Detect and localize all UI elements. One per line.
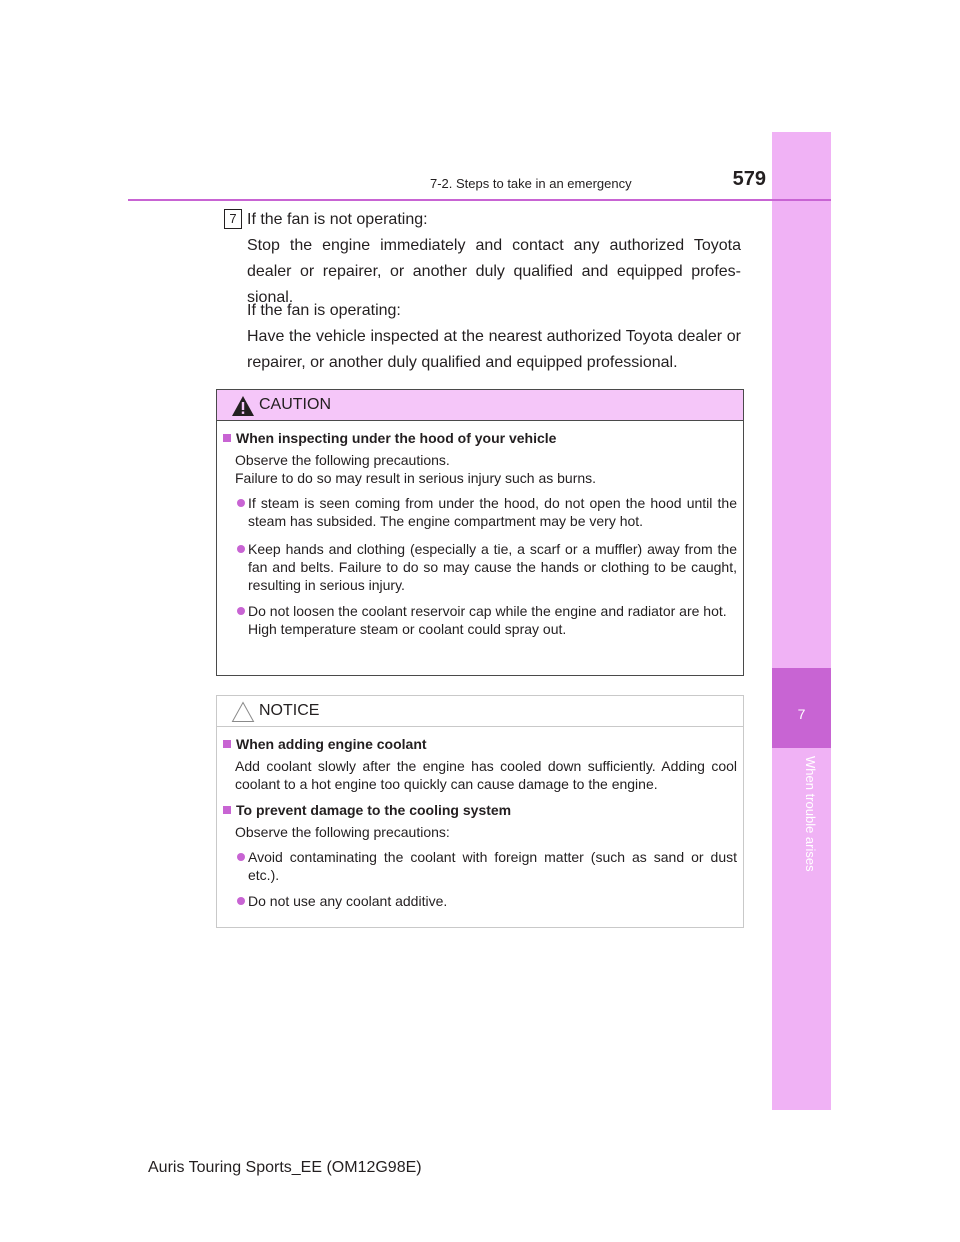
warning-triangle-outline-icon (231, 701, 255, 723)
circle-bullet-icon (237, 545, 245, 553)
circle-bullet-icon (237, 607, 245, 615)
step-condition-operating: If the fan is operating: (247, 302, 401, 319)
notice-cooling-text: Observe the following precautions: (235, 824, 450, 840)
caution-title: CAUTION (259, 396, 331, 413)
notice-coolant-text: Add coolant slowly after the engine has cooled down sufficiently. Adding cool coolant to a hot engine too quickly can cause damage to the engine. (235, 758, 737, 792)
caution-bullet: Do not loosen the coolant reservoir cap while the engine and radiator are hot. High temperature steam or coolant could spray out. (235, 602, 737, 638)
warning-triangle-icon (231, 395, 255, 417)
circle-bullet-icon (237, 499, 245, 507)
caution-intro-2: Failure to do so may result in serious injury such as burns. (235, 470, 597, 486)
chapter-title-container (772, 748, 831, 948)
chapter-title: When trouble arises (803, 756, 818, 872)
caution-box (216, 389, 744, 676)
step-instruction-inspect: Have the vehicle inspected at the nearest authorized Toyota dealer or repairer, or another duly qualified and equipped professional. (247, 328, 741, 371)
notice-box (216, 695, 744, 928)
circle-bullet-icon (237, 853, 245, 861)
caution-bullet: If steam is seen coming from under the hood, do not open the hood until the steam has subsided. The engine compartment may be very hot. (235, 494, 737, 530)
notice-bullet: Do not use any coolant additive. (235, 892, 737, 910)
caution-intro: Observe the following precautions. (235, 452, 450, 468)
caution-header (217, 390, 743, 421)
square-bullet-icon (223, 806, 231, 814)
notice-header (217, 696, 743, 727)
manual-model-footer: Auris Touring Sports_EE (OM12G98E) (148, 1159, 422, 1176)
step-instruction-stop: Stop the engine immediately and contact any authorized Toyota dealer or repairer, or another duly qualified and equipped profes-sional. (247, 237, 741, 306)
caution-heading: When inspecting under the hood of your vehicle (223, 430, 556, 446)
notice-heading-cooling-system: To prevent damage to the cooling system (223, 802, 511, 818)
square-bullet-icon (223, 740, 231, 748)
chapter-side-tab (772, 132, 831, 1110)
caution-bullet: Keep hands and clothing (especially a tie, a scarf or a muffler) away from the fan and belts. Failure to do so may cause the hands or clothing to be caught, resulting in serious injury. (235, 540, 737, 594)
caution-bullet-continuation: High temperature steam or coolant could spray out. (248, 621, 567, 637)
step-condition-not-operating: If the fan is not operating: (247, 211, 428, 228)
notice-title: NOTICE (259, 702, 320, 719)
page-number: 579 (732, 168, 766, 190)
circle-bullet-icon (237, 897, 245, 905)
notice-heading-coolant: When adding engine coolant (223, 736, 427, 752)
section-heading: 7-2. Steps to take in an emergency (430, 176, 632, 191)
notice-bullet: Avoid contaminating the coolant with foreign matter (such as sand or dust etc.). (235, 848, 737, 884)
header-rule (128, 199, 831, 201)
square-bullet-icon (223, 434, 231, 442)
chapter-number: 7 (797, 706, 806, 722)
step-number-badge: 7 (224, 209, 242, 229)
